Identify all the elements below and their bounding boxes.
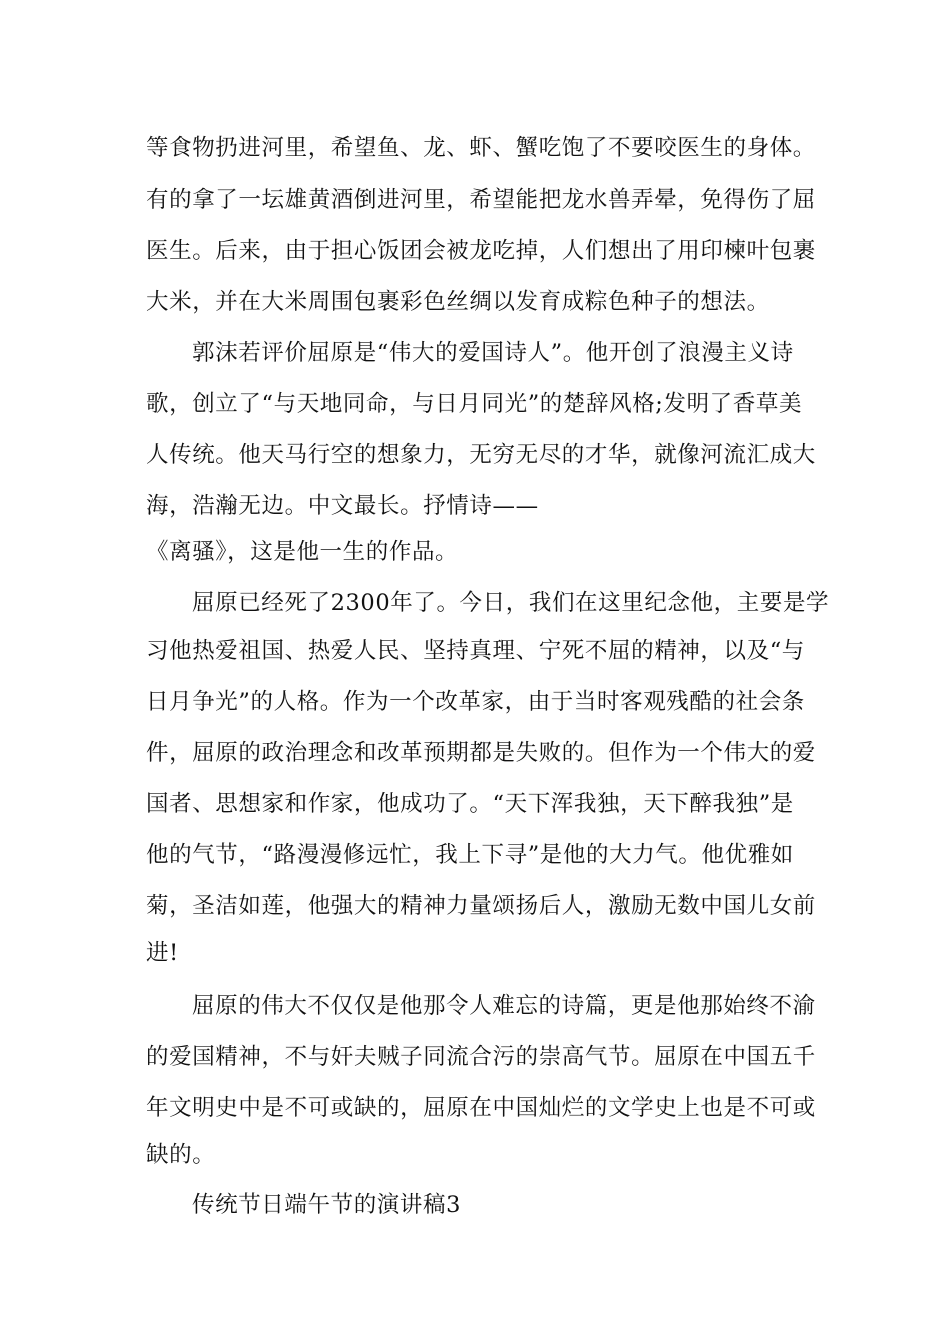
text-line: 国者、思想家和作家，他成功了。“天下浑我独，天下醉我独”是	[146, 791, 794, 817]
text-line: 大米，并在大米周围包裹彩色丝绸以发育成粽色种子的想法。	[146, 289, 770, 315]
text-line: 医生。后来，由于担心饭团会被龙吃掉，人们想出了用印楝叶包裹	[146, 238, 816, 264]
text-line: 进!	[146, 940, 179, 966]
paragraph-first-line: 屈原的伟大不仅仅是他那令人难忘的诗篇，更是他那始终不渝	[192, 993, 816, 1019]
text-line: 海，浩瀚无边。中文最长。抒情诗——	[146, 493, 539, 519]
section-heading: 传统节日端午节的演讲稿3	[192, 1192, 462, 1218]
text-line: 菊，圣洁如莲，他强大的精神力量颂扬后人，激励无数中国儿女前	[146, 893, 816, 919]
text-line: 他的气节，“路漫漫修远忙，我上下寻”是他的大力气。他优雅如	[146, 842, 794, 868]
text-line: 《离骚》，这是他一生的作品。	[146, 539, 459, 565]
text-line: 习他热爱祖国、热爱人民、坚持真理、宁死不屈的精神，以及“与	[146, 638, 805, 664]
paragraph-first-line: 屈原已经死了2300年了。今日，我们在这里纪念他，主要是学	[192, 590, 830, 616]
text-line: 人传统。他天马行空的想象力，无穷无尽的才华，就像河流汇成大	[146, 442, 816, 468]
text-line: 的爱国精神，不与奸夫贼子同流合污的崇高气节。屈原在中国五千	[146, 1044, 816, 1070]
text-line: 等食物扔进河里，希望鱼、龙、虾、蟹吃饱了不要咬医生的身体。	[146, 135, 816, 161]
text-line: 有的拿了一坛雄黄酒倒进河里，希望能把龙水兽弄晕，免得伤了屈	[146, 187, 816, 213]
text-line: 缺的。	[146, 1142, 216, 1168]
paragraph-first-line: 郭沫若评价屈原是“伟大的爱国诗人”。他开创了浪漫主义诗	[192, 340, 794, 366]
text-line: 年文明史中是不可或缺的，屈原在中国灿烂的文学史上也是不可或	[146, 1095, 816, 1121]
text-line: 歌，创立了“与天地同命，与日月同光”的楚辞风格;发明了香草美	[146, 391, 803, 417]
text-line: 日月争光”的人格。作为一个改革家，由于当时客观残酷的社会条	[146, 689, 805, 715]
text-line: 件，屈原的政治理念和改革预期都是失败的。但作为一个伟大的爱	[146, 740, 816, 766]
